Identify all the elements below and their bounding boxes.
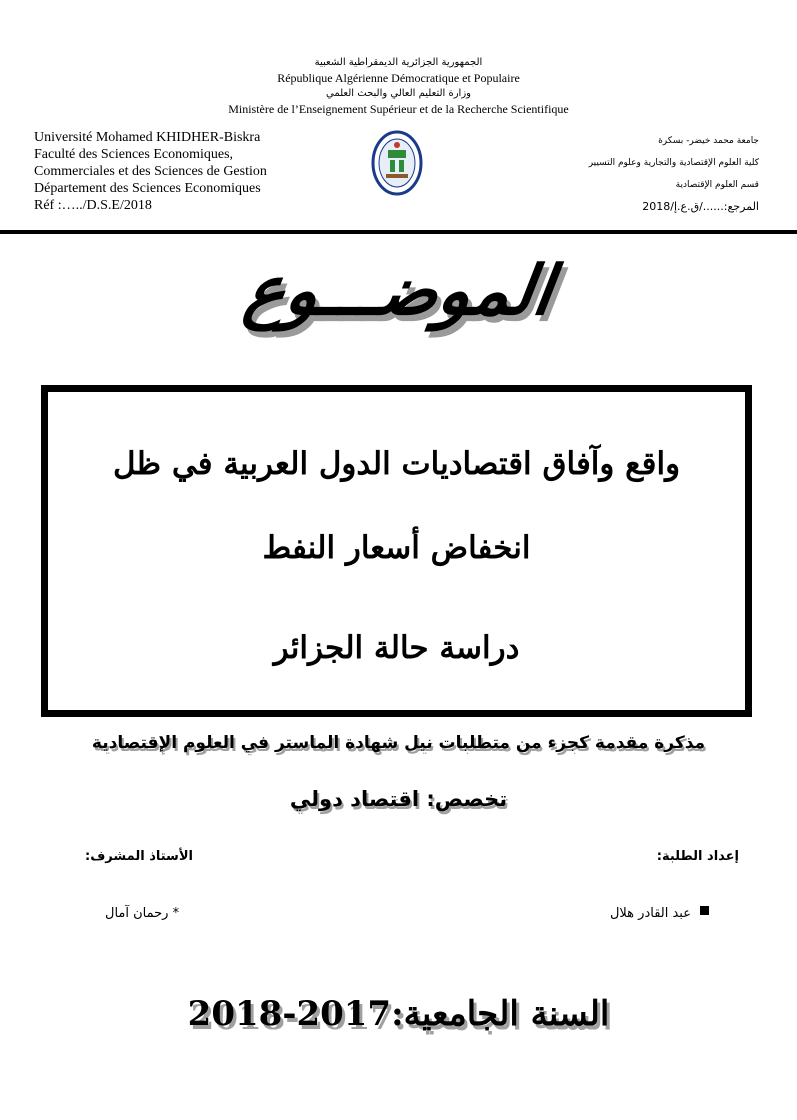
thesis-title-line3: دراسة حالة الجزائر bbox=[273, 630, 520, 666]
university-logo bbox=[371, 130, 423, 196]
reference-fr: Réf :…../D.S.E/2018 bbox=[34, 198, 152, 213]
university-ar-line: جامعة محمد خيضر- بسكرة bbox=[658, 136, 759, 146]
student-name: عبد القادر هلال bbox=[609, 906, 691, 921]
academic-year: السنة الجامعية:2017-2018 bbox=[187, 994, 610, 1034]
republic-ar: الجمهورية الجزائرية الديمقراطية الشعبية bbox=[314, 57, 483, 68]
university-fr-line: Université Mohamed KHIDHER-Biskra bbox=[34, 130, 261, 145]
ministry-ar: وزارة التعليم العالي والبحث العلمي bbox=[326, 88, 471, 99]
university-ar-line: قسم العلوم الإقتصادية bbox=[675, 180, 759, 190]
university-fr-block bbox=[34, 129, 267, 214]
thesis-title-line1: واقع وآفاق اقتصاديات الدول العربية في ظل bbox=[112, 446, 681, 482]
thesis-title-line2: انخفاض أسعار النفط bbox=[262, 530, 531, 566]
specialty: تخصص: اقتصاد دولي bbox=[289, 787, 508, 811]
university-ar-block bbox=[499, 130, 759, 218]
republic-fr: République Algérienne Démocratique et Populaire bbox=[277, 71, 520, 85]
university-ar-line: كلية العلوم الإقتصادية والتجارية وعلوم التسيير bbox=[588, 158, 759, 168]
topic-heading: الموضـــوع bbox=[239, 252, 558, 331]
memo-line: مذكرة مقدمة كجزء من متطلبات نيل شهادة الماستر في العلوم الإقتصادية bbox=[91, 733, 706, 753]
reference-ar: المرجع:....../ق.ع.إ/2018 bbox=[642, 200, 759, 213]
university-fr-line: Département des Sciences Economiques bbox=[34, 181, 261, 196]
supervisor-name: * رحمان آمال bbox=[105, 906, 180, 921]
thesis-title-box bbox=[41, 385, 752, 717]
header-divider bbox=[0, 230, 797, 234]
university-fr-line: Commerciales et des Sciences de Gestion bbox=[34, 164, 267, 179]
ministry-fr: Ministère de l’Enseignement Supérieur et de la Recherche Scientifique bbox=[228, 102, 569, 116]
supervisor-label: الأستاذ المشرف: bbox=[85, 849, 193, 864]
prepared-by-label: إعداد الطلبة: bbox=[656, 849, 739, 864]
university-fr-line: Faculté des Sciences Economiques, bbox=[34, 147, 234, 162]
bullet-square-icon bbox=[700, 906, 709, 915]
